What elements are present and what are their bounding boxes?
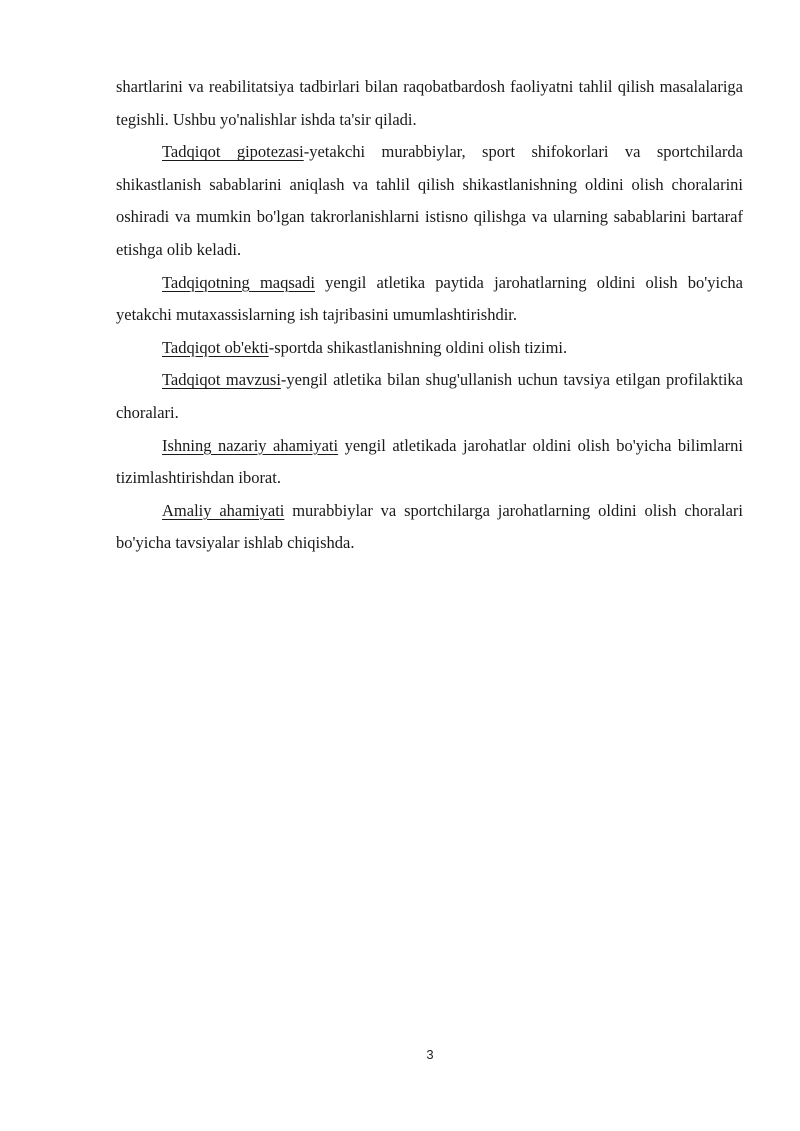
object-term: Tadqiqot ob'ekti	[162, 337, 269, 357]
theoretical-significance-term: Ishning nazariy ahamiyati	[162, 435, 339, 455]
subject-term: Tadqiqot mavzusi	[162, 370, 281, 390]
subject-paragraph	[116, 364, 743, 429]
page-number: 3	[426, 1047, 434, 1062]
hypothesis-text: -yetakchi murabbiylar, sport shifokorlari va sportchilarda shikastlanish sabablarini aniqlash va tahlil qilish shikastlanishning oldini olish choralarini oshiradi va mumkin bo'lgan takrorlanishlarni istisno qilishga va ularning sabablarini bartaraf etishga olib keladi.	[116, 142, 743, 259]
practical-significance-paragraph	[116, 495, 743, 560]
practical-significance-term: Amaliy ahamiyati	[162, 500, 285, 520]
hypothesis-paragraph	[116, 136, 743, 266]
object-paragraph	[116, 332, 743, 365]
goal-paragraph	[116, 267, 743, 332]
document-body	[116, 71, 743, 560]
theoretical-significance-paragraph	[116, 430, 743, 495]
goal-text: yengil atletika paytida jarohatlarning oldini olish bo'yicha yetakchi mutaxassislarning ish tajribasini umumlashtirishdir.	[116, 272, 743, 325]
theoretical-significance-text: yengil atletikada jarohatlar oldini olish bo'yicha bilimlarni tizimlashtirishdan iborat.	[116, 435, 743, 488]
continuation-paragraph: shartlarini va reabilitatsiya tadbirlari bilan raqobatbardosh faoliyatni tahlil qilish masalalariga tegishli. Ushbu yo'nalishlar ishda ta'sir qiladi.	[116, 77, 743, 129]
subject-text: -yengil atletika bilan shug'ullanish uchun tavsiya etilgan profilaktika choralari.	[116, 370, 743, 422]
object-text: -sportda shikastlanishning oldini olish tizimi.	[268, 337, 568, 357]
practical-significance-text: murabbiylar va sportchilarga jarohatlarning oldini olish choralari bo'yicha tavsiyalar ishlab chiqishda.	[116, 500, 743, 553]
goal-term: Tadqiqotning maqsadi	[162, 272, 315, 292]
hypothesis-term: Tadqiqot gipotezasi	[162, 142, 304, 162]
